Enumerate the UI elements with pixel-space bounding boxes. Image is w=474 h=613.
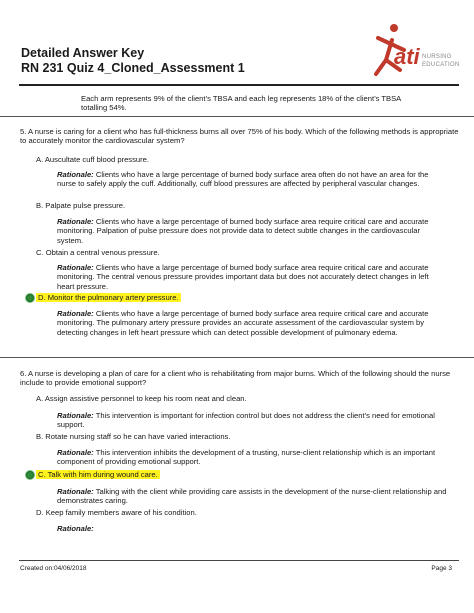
rationale — [57, 217, 447, 245]
footer-rule — [19, 560, 459, 561]
ati-logo — [364, 20, 460, 82]
rationale-text: Clients who have a large percentage of burned body surface area require critical care and accurate monitoring. The central venous pressure provides important data but does not accurately detect changes in left heart pressure. — [57, 263, 429, 291]
rationale — [57, 309, 447, 337]
rationale-label: Rationale: — [57, 170, 94, 179]
correct-answer-icon — [26, 294, 34, 302]
rationale-text: This intervention inhibits the development of a trusting, nurse-client relationship which is an important component of providing emotional support. — [57, 448, 436, 467]
rationale-label: Rationale: — [57, 524, 94, 533]
page-number: Page 3 — [431, 565, 452, 572]
header-rule — [19, 84, 459, 86]
rationale-text: Clients who have a large percentage of burned body surface area require critical care and accurate monitoring. The pulmonary artery pressure provides an accurate assessment of the cardiovascular system by detecting changes in left heart pressure which can detect possible development of pulmonary edema. — [57, 309, 429, 337]
question-stem: 6. A nurse is developing a plan of care for a client who is rehabilitating from major burns. Which of the following should the nurse include to provide emotional support? — [20, 369, 451, 388]
correct-answer-icon — [26, 471, 34, 479]
answer-option: A. Assign assistive personnel to keep his room neat and clean. — [36, 394, 247, 403]
correct-answer-option — [26, 470, 160, 479]
highlighted-answer: C. Talk with him during wound care. — [38, 470, 158, 479]
rationale-label: Rationale: — [57, 487, 94, 496]
created-date: Created on:04/06/2018 — [20, 565, 87, 572]
logo-line-2: EDUCATION — [422, 62, 460, 68]
rationale — [57, 411, 447, 430]
rationale-text: Talking with the client while providing care assists in the development of the nurse-client relationship and demonstrates caring. — [57, 487, 447, 506]
answer-option: D. Keep family members aware of his condition. — [36, 508, 197, 517]
rationale — [57, 170, 447, 189]
rationale-label: Rationale: — [57, 263, 94, 272]
doc-subtitle: RN 231 Quiz 4_Cloned_Assessment 1 — [21, 61, 245, 75]
correct-answer-option — [26, 293, 181, 302]
intro-text: Each arm represents 9% of the client’s TBSA and each leg represents 18% of the client’s TBSA totalling 54%. — [81, 94, 401, 113]
rationale-label: Rationale: — [57, 411, 94, 420]
rationale — [57, 263, 447, 291]
rationale — [57, 487, 447, 506]
question-stem: 5. A nurse is caring for a client who has full-thickness burns all over 75% of his body. Which of the following methods is appropriate to accurately monitor the cardiovascular system? — [20, 127, 459, 146]
answer-option: C. Obtain a central venous pressure. — [36, 248, 160, 257]
logo-line-1: NURSING — [422, 54, 452, 60]
answer-option: B. Palpate pulse pressure. — [36, 201, 126, 210]
rationale-text: Clients who have a large percentage of burned body surface area often do not have an area for the nurse to safely apply the cuff. Additionally, cuff blood pressures are affected by peripheral vascular changes. — [57, 170, 429, 189]
section-divider — [0, 116, 474, 117]
highlighted-answer: D. Monitor the pulmonary artery pressure. — [38, 293, 179, 302]
doc-title: Detailed Answer Key — [21, 46, 145, 60]
rationale-label: Rationale: — [57, 217, 94, 226]
rationale-label: Rationale: — [57, 448, 94, 457]
section-divider — [0, 357, 474, 358]
rationale — [57, 448, 447, 467]
logo-brand: ati — [394, 44, 420, 69]
rationale-label: Rationale: — [57, 309, 94, 318]
rationale-text: Clients who have a large percentage of burned body surface area require critical care and accurate monitoring. Palpation of pulse pressure does not provide data to detect subtle changes in the cardiovascular system. — [57, 217, 429, 245]
answer-option: B. Rotate nursing staff so he can have varied interactions. — [36, 432, 231, 441]
answer-option: A. Auscultate cuff blood pressure. — [36, 155, 149, 164]
rationale-text: This intervention is important for infection control but does not address the client’s need for emotional support. — [57, 411, 435, 430]
rationale — [57, 524, 447, 533]
